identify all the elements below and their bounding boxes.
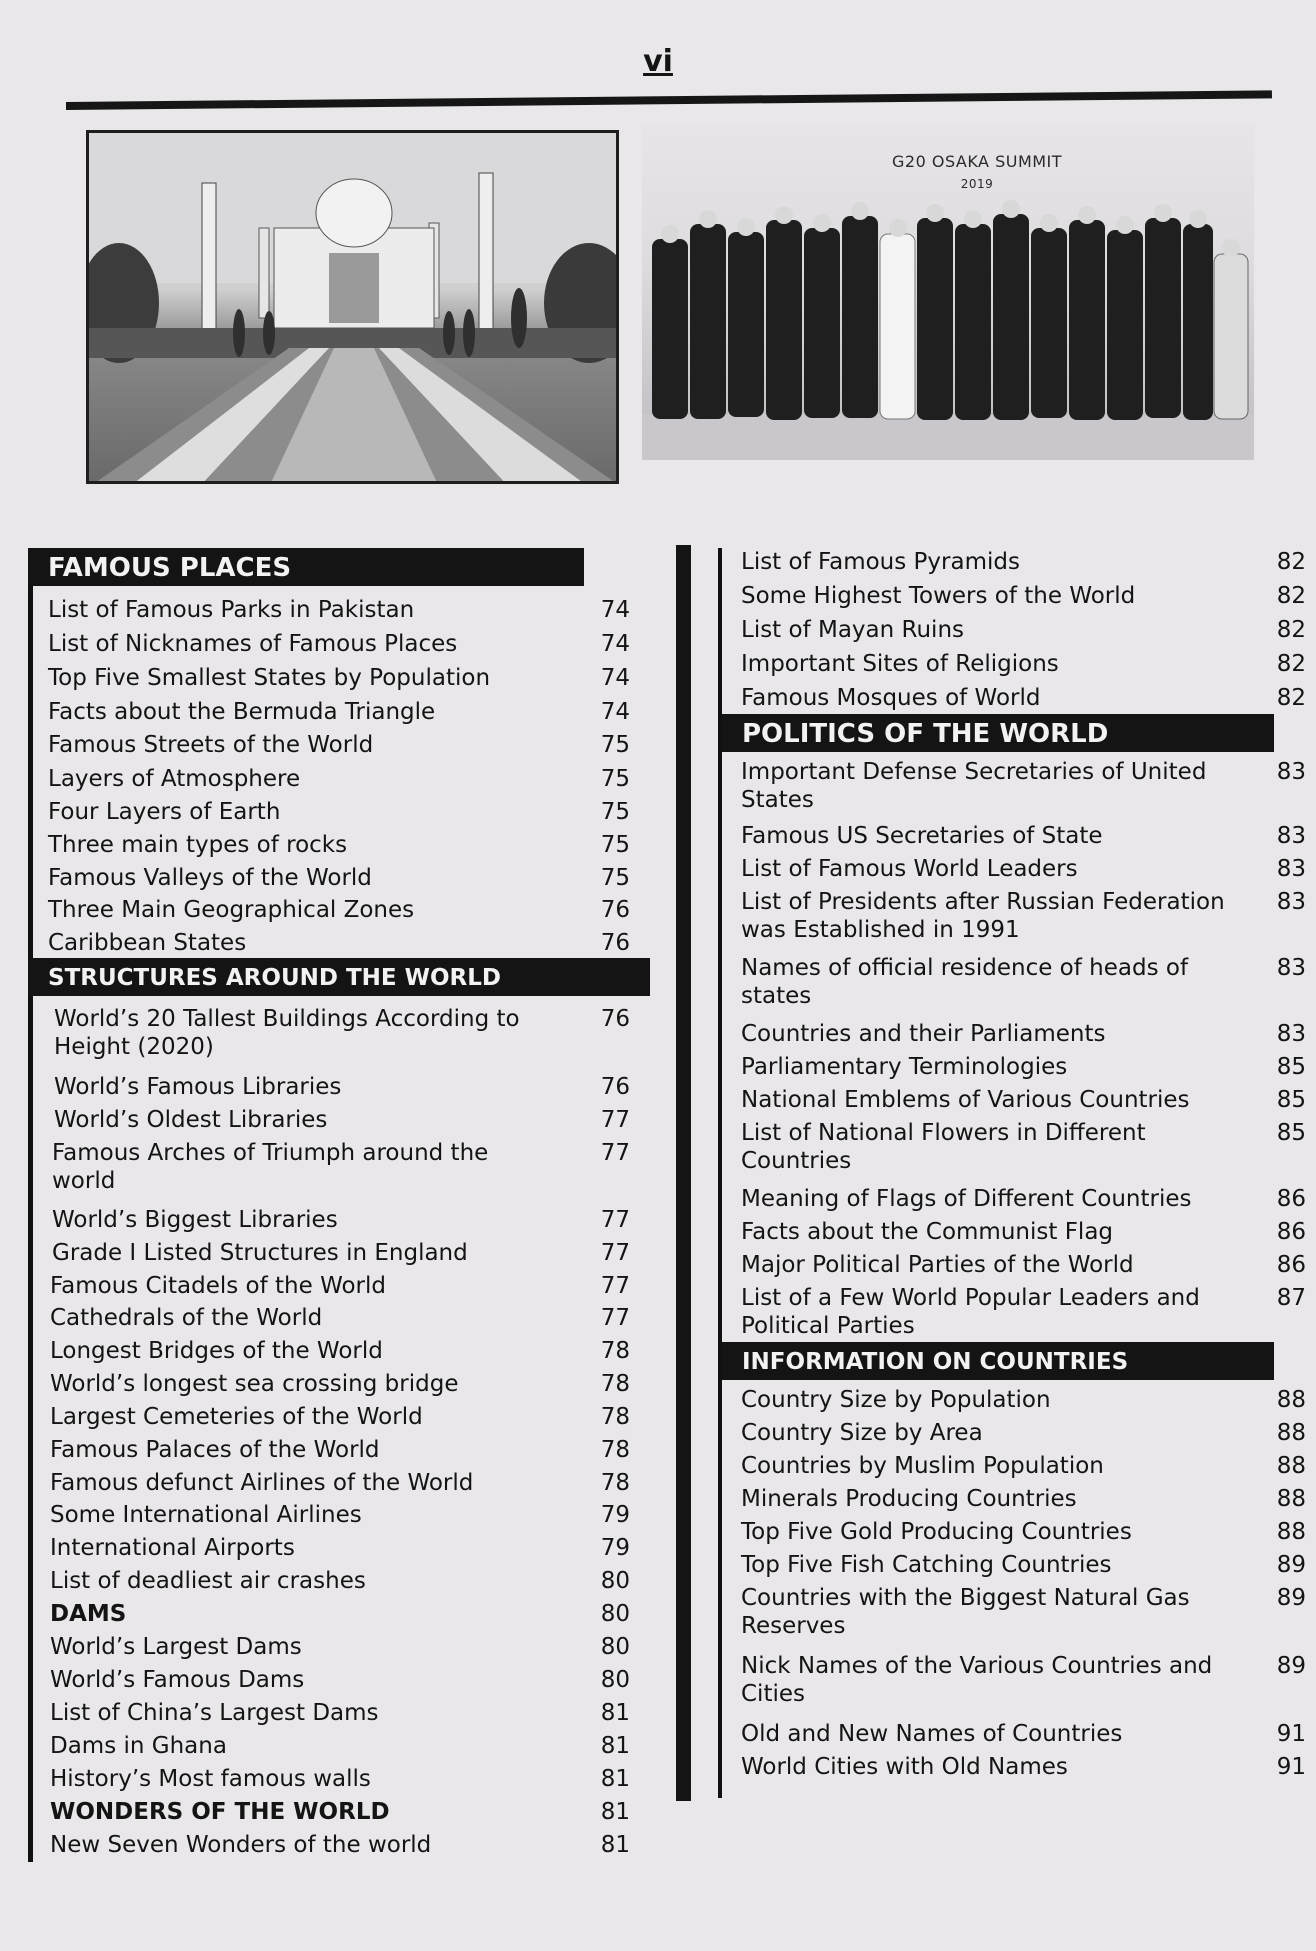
- toc-entry[interactable]: Facts about the Communist Flag: [741, 1219, 1114, 1245]
- toc-page-number: 82: [1276, 549, 1306, 575]
- taj-mahal-illustration: [89, 133, 619, 484]
- toc-page-number: 86: [1276, 1219, 1306, 1245]
- toc-page-number: 78: [600, 1371, 630, 1397]
- toc-page-number: 88: [1276, 1387, 1306, 1413]
- toc-entry[interactable]: Layers of Atmosphere: [48, 766, 301, 792]
- toc-page-number: 91: [1276, 1754, 1306, 1780]
- toc-page-number: 77: [600, 1240, 630, 1266]
- toc-entry[interactable]: Top Five Smallest States by Population: [48, 665, 491, 691]
- toc-entry[interactable]: Major Political Parties of the World: [741, 1252, 1134, 1278]
- toc-page-number: 88: [1276, 1453, 1306, 1479]
- g20-caption: [892, 151, 1062, 195]
- toc-entry[interactable]: DAMS: [50, 1601, 127, 1627]
- toc-page-number: 77: [600, 1107, 630, 1133]
- toc-page-number: 83: [1276, 1021, 1306, 1047]
- toc-page-number: 82: [1276, 583, 1306, 609]
- toc-page-number: 75: [600, 799, 630, 825]
- toc-entry[interactable]: Countries by Muslim Population: [741, 1453, 1104, 1479]
- toc-entry[interactable]: List of Famous World Leaders: [741, 856, 1078, 882]
- toc-entry[interactable]: Three Main Geographical Zones: [48, 897, 415, 923]
- toc-entry[interactable]: List of Famous Parks in Pakistan: [48, 597, 415, 623]
- toc-page-number: 77: [600, 1207, 630, 1233]
- toc-page-number: 83: [1276, 759, 1306, 785]
- toc-entry[interactable]: Famous Palaces of the World: [50, 1437, 380, 1463]
- toc-entry[interactable]: Facts about the Bermuda Triangle: [48, 699, 436, 725]
- toc-page-number: 83: [1276, 955, 1306, 981]
- toc-page-number: 81: [600, 1799, 630, 1825]
- toc-entry[interactable]: Famous Arches of Triumph around the world: [52, 1140, 489, 1194]
- toc-entry[interactable]: Cathedrals of the World: [50, 1305, 323, 1331]
- toc-entry[interactable]: List of a Few World Popular Leaders and Political Parties: [741, 1285, 1200, 1339]
- toc-page-number: 91: [1276, 1721, 1306, 1747]
- toc-entry[interactable]: World’s Biggest Libraries: [52, 1207, 338, 1233]
- toc-entry[interactable]: Top Five Gold Producing Countries: [741, 1519, 1132, 1545]
- toc-entry[interactable]: List of China’s Largest Dams: [50, 1700, 379, 1726]
- toc-entry[interactable]: Nick Names of the Various Countries and Cities: [741, 1653, 1213, 1707]
- header-rule: [66, 90, 1272, 110]
- toc-page-number: 75: [600, 766, 630, 792]
- toc-entry[interactable]: List of Nicknames of Famous Places: [48, 631, 458, 657]
- toc-page-number: 89: [1276, 1585, 1306, 1611]
- toc-entry[interactable]: Famous Citadels of the World: [50, 1273, 387, 1299]
- section-header-information: INFORMATION ON COUNTRIES: [722, 1342, 1274, 1380]
- toc-page-number: 76: [600, 930, 630, 956]
- toc-page-number: 80: [600, 1601, 630, 1627]
- toc-page-number: 75: [600, 832, 630, 858]
- toc-entry[interactable]: World’s Famous Dams: [50, 1667, 305, 1693]
- toc-page-number: 77: [600, 1305, 630, 1331]
- toc-page-number: 86: [1276, 1252, 1306, 1278]
- toc-entry[interactable]: Parliamentary Terminologies: [741, 1054, 1068, 1080]
- toc-entry[interactable]: List of deadliest air crashes: [50, 1568, 366, 1594]
- toc-page-number: 76: [600, 1006, 630, 1032]
- toc-page-number: 77: [600, 1273, 630, 1299]
- toc-page-number: 74: [600, 597, 630, 623]
- toc-page-number: 76: [600, 1074, 630, 1100]
- toc-page-number: 75: [600, 732, 630, 758]
- toc-entry[interactable]: Countries with the Biggest Natural Gas Reserves: [741, 1585, 1190, 1639]
- page-number: vi: [643, 44, 673, 79]
- toc-entry[interactable]: Famous defunct Airlines of the World: [50, 1470, 474, 1496]
- toc-entry[interactable]: Grade I Listed Structures in England: [52, 1240, 468, 1266]
- toc-page-number: 89: [1276, 1552, 1306, 1578]
- toc-page-number: 75: [600, 865, 630, 891]
- toc-entry[interactable]: Three main types of rocks: [48, 832, 348, 858]
- toc-entry[interactable]: Meaning of Flags of Different Countries: [741, 1186, 1192, 1212]
- toc-entry[interactable]: Minerals Producing Countries: [741, 1486, 1077, 1512]
- toc-page-number: 81: [600, 1733, 630, 1759]
- toc-page-number: 74: [600, 665, 630, 691]
- toc-page-number: 85: [1276, 1120, 1306, 1146]
- toc-entry[interactable]: WONDERS OF THE WORLD: [50, 1799, 390, 1825]
- toc-page-number: 78: [600, 1470, 630, 1496]
- toc-page-number: 85: [1276, 1087, 1306, 1113]
- toc-page-number: 81: [600, 1832, 630, 1858]
- toc-entry[interactable]: List of National Flowers in Different Countries: [741, 1120, 1146, 1174]
- toc-entry[interactable]: Famous Valleys of the World: [48, 865, 372, 891]
- toc-entry[interactable]: Some Highest Towers of the World: [741, 583, 1136, 609]
- toc-entry[interactable]: World’s Famous Libraries: [54, 1074, 342, 1100]
- toc-page-number: 80: [600, 1634, 630, 1660]
- section-header-structures: STRUCTURES AROUND THE WORLD: [28, 958, 650, 996]
- toc-page-number: 83: [1276, 823, 1306, 849]
- toc-page-number: 82: [1276, 617, 1306, 643]
- toc-page-number: 78: [600, 1338, 630, 1364]
- toc-page-number: 83: [1276, 889, 1306, 915]
- toc-page-number: 80: [600, 1667, 630, 1693]
- toc-entry[interactable]: Important Defense Secretaries of United States: [741, 759, 1207, 813]
- toc-entry[interactable]: New Seven Wonders of the world: [50, 1832, 432, 1858]
- toc-entry[interactable]: Names of official residence of heads of states: [741, 955, 1189, 1009]
- column-divider: [676, 545, 691, 1801]
- toc-page-number: 79: [600, 1535, 630, 1561]
- toc-entry[interactable]: Four Layers of Earth: [48, 799, 281, 825]
- toc-page-number: 76: [600, 897, 630, 923]
- toc-entry[interactable]: Largest Cemeteries of the World: [50, 1404, 423, 1430]
- toc-page-number: 88: [1276, 1420, 1306, 1446]
- toc-page-number: 88: [1276, 1519, 1306, 1545]
- toc-page-number: 83: [1276, 856, 1306, 882]
- toc-page-number: 87: [1276, 1285, 1306, 1311]
- toc-entry[interactable]: World’s 20 Tallest Buildings According to Height (2020): [54, 1006, 520, 1060]
- section-header-politics: POLITICS OF THE WORLD: [722, 714, 1274, 752]
- toc-page-number: 82: [1276, 651, 1306, 677]
- toc-entry[interactable]: History’s Most famous walls: [50, 1766, 371, 1792]
- toc-page-number: 74: [600, 699, 630, 725]
- toc-entry[interactable]: Countries and their Parliaments: [741, 1021, 1106, 1047]
- toc-page-number: 78: [600, 1437, 630, 1463]
- toc-entry[interactable]: Famous Mosques of World: [741, 685, 1041, 711]
- toc-page-number: 74: [600, 631, 630, 657]
- toc-page-number: 77: [600, 1140, 630, 1166]
- toc-entry[interactable]: Country Size by Population: [741, 1387, 1051, 1413]
- toc-entry[interactable]: World Cities with Old Names: [741, 1754, 1068, 1780]
- toc-entry[interactable]: Caribbean States: [48, 930, 247, 956]
- toc-page-number: 85: [1276, 1054, 1306, 1080]
- toc-entry[interactable]: Old and New Names of Countries: [741, 1721, 1123, 1747]
- g20-summit-photo: [642, 124, 1254, 460]
- toc-entry[interactable]: List of Mayan Ruins: [741, 617, 965, 643]
- toc-entry[interactable]: Top Five Fish Catching Countries: [741, 1552, 1112, 1578]
- toc-page-number: 86: [1276, 1186, 1306, 1212]
- toc-page-number: 79: [600, 1502, 630, 1528]
- toc-entry[interactable]: International Airports: [50, 1535, 295, 1561]
- toc-entry[interactable]: Famous Streets of the World: [48, 732, 374, 758]
- section-header-famous-places: FAMOUS PLACES: [28, 548, 584, 586]
- toc-entry[interactable]: Dams in Ghana: [50, 1733, 227, 1759]
- toc-entry[interactable]: National Emblems of Various Countries: [741, 1087, 1190, 1113]
- g20-caption-year: 2019: [960, 177, 994, 191]
- toc-page-number: 82: [1276, 685, 1306, 711]
- toc-page-number: 89: [1276, 1653, 1306, 1679]
- toc-page-number: 81: [600, 1766, 630, 1792]
- toc-entry[interactable]: World’s longest sea crossing bridge: [50, 1371, 459, 1397]
- toc-entry[interactable]: Longest Bridges of the World: [50, 1338, 383, 1364]
- toc-entry[interactable]: World’s Largest Dams: [50, 1634, 302, 1660]
- toc-entry[interactable]: World’s Oldest Libraries: [54, 1107, 328, 1133]
- toc-entry[interactable]: List of Famous Pyramids: [741, 549, 1020, 575]
- toc-entry[interactable]: Important Sites of Religions: [741, 651, 1059, 677]
- toc-entry[interactable]: Famous US Secretaries of State: [741, 823, 1103, 849]
- toc-entry[interactable]: Some International Airlines: [50, 1502, 362, 1528]
- toc-entry[interactable]: List of Presidents after Russian Federation was Established in 1991: [741, 889, 1225, 943]
- g20-caption-title: G20 OSAKA SUMMIT: [892, 152, 1063, 171]
- toc-page-number: 81: [600, 1700, 630, 1726]
- toc-page-number: 88: [1276, 1486, 1306, 1512]
- taj-mahal-photo: [86, 130, 619, 484]
- toc-page-number: 80: [600, 1568, 630, 1594]
- toc-page-number: 78: [600, 1404, 630, 1430]
- toc-entry[interactable]: Country Size by Area: [741, 1420, 983, 1446]
